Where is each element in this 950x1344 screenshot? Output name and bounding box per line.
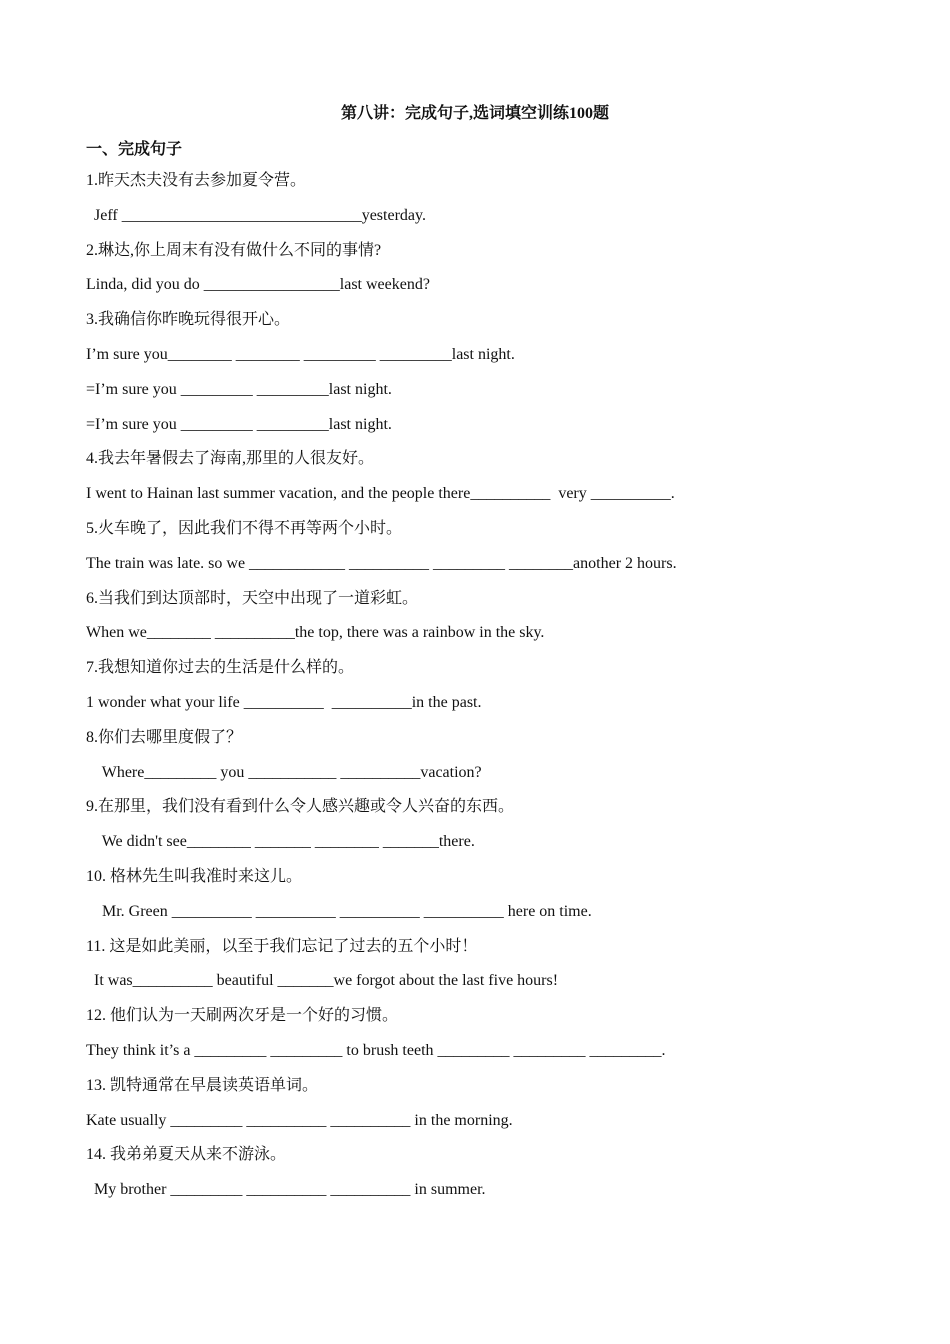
question-11-chinese: 11. 这是如此美丽，以至于我们忘记了过去的五个小时！ (86, 937, 478, 955)
question-12-chinese: 12. 他们认为一天刷两次牙是一个好的习惯。 (86, 1007, 399, 1025)
question-3-alt-1: =I’m sure you _________ _________last night. (86, 380, 392, 398)
question-7-english: 1 wonder what your life __________ __________in the past. (86, 693, 482, 711)
question-7-chinese: 7.我想知道你过去的生活是什么样的。 (86, 659, 355, 677)
question-4-english: I went to Hainan last summer vacation, and the people there__________ very __________. (86, 485, 675, 503)
section-heading: 一、完成句子 (86, 141, 183, 158)
question-3-english: I’m sure you________ ________ _________ _________last night. (86, 345, 515, 363)
document-title: 第八讲：完成句子,选词填空训练100题 (340, 105, 609, 122)
question-5-chinese: 5.火车晚了，因此我们不得不再等两个小时。 (86, 519, 403, 537)
question-12-english: They think it’s a _________ _________ to brush teeth _________ _________ _________. (86, 1041, 666, 1059)
question-2-english: Linda, did you do _________________last weekend? (86, 276, 430, 294)
question-1-english: Jeff ______________________________yesterday. (86, 206, 426, 224)
question-14-chinese: 14. 我弟弟夏天从来不游泳。 (86, 1146, 287, 1164)
question-11-english: It was__________ beautiful _______we forgot about the last five hours! (86, 972, 559, 990)
question-10-english: Mr. Green __________ __________ __________ __________ here on time. (86, 902, 592, 920)
question-3-alt-2: =I’m sure you _________ _________last night. (86, 415, 392, 433)
question-3-chinese: 3.我确信你昨晚玩得很开心。 (86, 311, 291, 329)
question-2-chinese: 2.琳达,你上周末有没有做什么不同的事情? (86, 241, 382, 259)
question-13-chinese: 13. 凯特通常在早晨读英语单词。 (86, 1076, 319, 1094)
question-8-chinese: 8.你们去哪里度假了？ (86, 728, 243, 746)
question-9-chinese: 9.在那里，我们没有看到什么令人感兴趣或令人兴奋的东西。 (86, 798, 515, 816)
question-6-english: When we________ __________the top, there was a rainbow in the sky. (86, 624, 545, 642)
question-6-chinese: 6.当我们到达顶部时，天空中出现了一道彩虹。 (86, 589, 419, 607)
question-1-chinese: 1.昨天杰夫没有去参加夏令营。 (86, 172, 307, 189)
question-5-english: The train was late. so we ____________ __________ _________ ________another 2 hours. (86, 554, 677, 572)
question-8-english: Where_________ you ___________ __________vacation? (86, 763, 482, 781)
exercise-list (86, 169, 886, 1213)
question-9-english: We didn't see________ _______ ________ _______there. (86, 833, 475, 851)
question-10-chinese: 10. 格林先生叫我准时来这儿。 (86, 867, 303, 885)
question-13-english: Kate usually _________ __________ __________ in the morning. (86, 1111, 513, 1129)
question-14-english: My brother _________ __________ __________ in summer. (86, 1181, 486, 1199)
question-4-chinese: 4.我去年暑假去了海南,那里的人很友好。 (86, 450, 375, 468)
